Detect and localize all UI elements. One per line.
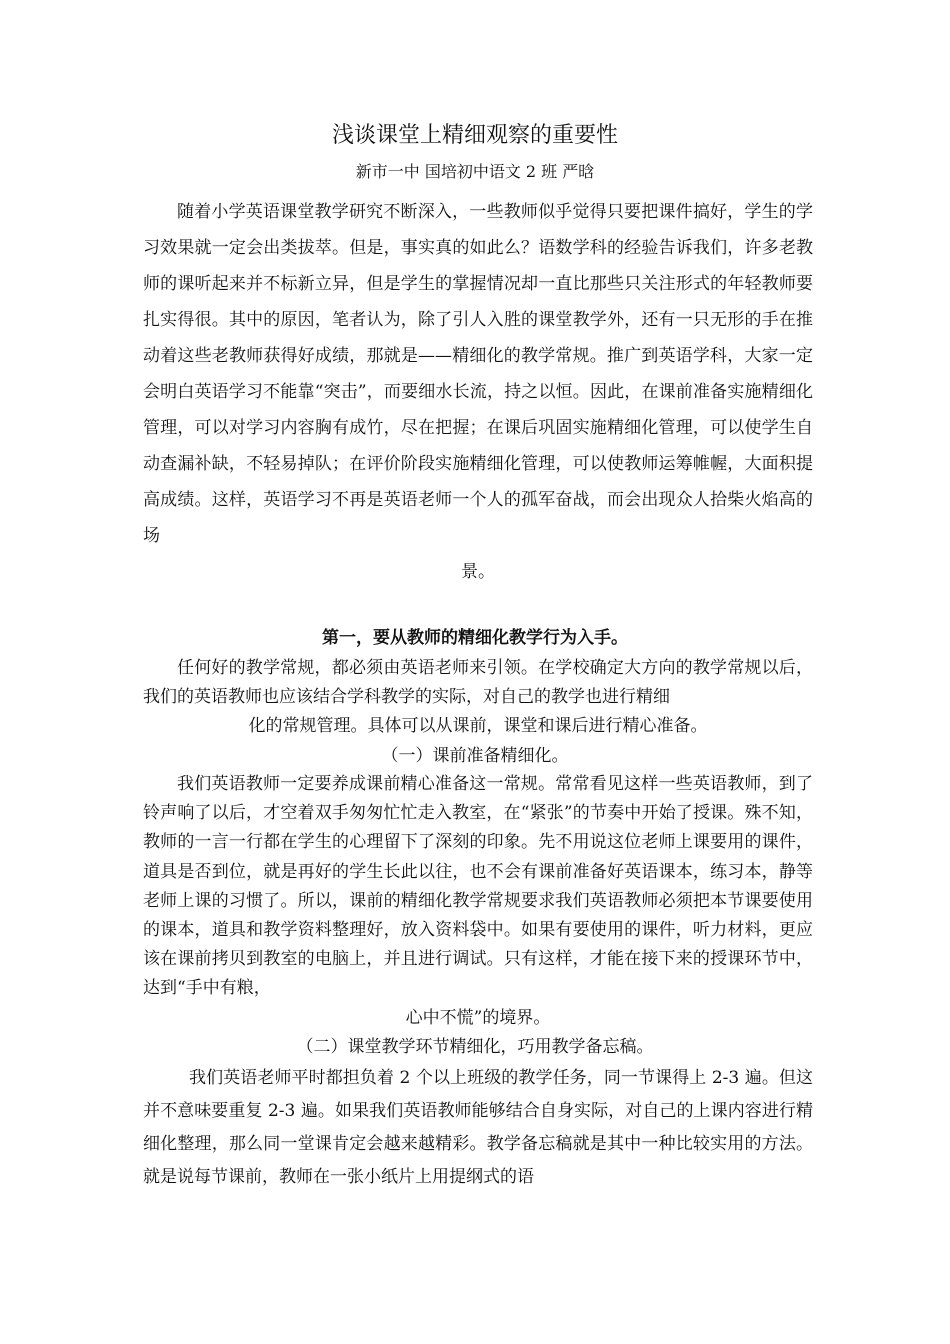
paragraph-section1: [143, 654, 813, 741]
paragraph-intro-end: 景。: [461, 562, 495, 582]
document-title: 浅谈课堂上精细观察的重要性: [331, 123, 618, 148]
subsection-heading-2: （二）课堂教学环节精细化，巧用教学备忘稿。: [296, 1037, 654, 1057]
paragraph-classroom: 我们英语老师平时都担负着 2 个以上班级的教学任务，同一节课得上 2-3 遍。但这并不意味要重复 2-3 遍。如果我们英语教师能够结合自身实际，对自己的上课内容进行精细化整理，那么同一堂课肯定会越来越精彩。教学备忘稿就是其中一种比较实用的方法。就是说每节课前，教师在一张小纸片上用提纲式的语: [143, 1068, 813, 1187]
paragraph-section1-end: 化的常规管理。具体可以从课前，课堂和课后进行精心准备。: [248, 716, 708, 736]
paragraph-preparation: [143, 770, 813, 1033]
section-heading-1: 第一，要从教师的精细化教学行为入手。: [322, 628, 628, 648]
paragraph-preparation-end: 心中不慌”的境界。: [405, 1007, 551, 1028]
paragraph-intro: [143, 194, 813, 590]
paragraph-section1-body: 任何好的教学常规，都必须由英语老师来引领。在学校确定大方向的教学常规以后，我们的英语教师也应该结合学科教学的实际，对自己的教学也进行精细: [143, 658, 813, 707]
paragraph-intro-body: 随着小学英语课堂教学研究不断深入，一些教师似乎觉得只要把课件搞好，学生的学习效果就一定会出类拔萃。但是，事实真的如此么？语数学科的经验告诉我们，许多老教师的课听起来并不标新立异，但是学生的掌握情况却一直比那些只关注形式的年轻教师要扎实得很。其中的原因，笔者认为，除了引人入胜的课堂教学外，还有一只无形的手在推动着这些老教师获得好成绩，那就是——精细化的教学常规。推广到英语学科，大家一定会明白英语学习不能靠“突击”，而要细水长流，持之以恒。因此，在课前准备实施精细化管理，可以对学习内容胸有成竹，尽在把握；在课后巩固实施精细化管理，可以使学生自动查漏补缺，不轻易掉队；在评价阶段实施精细化管理，可以使教师运筹帷幄，大面积提高成绩。这样，英语学习不再是英语老师一个人的孤军奋战，而会出现众人拾柴火焰高的场: [143, 202, 813, 546]
author-line: 新市一中 国培初中语文 2 班 严晗: [355, 162, 595, 181]
subsection-heading-1: （一）课前准备精细化。: [381, 746, 569, 766]
paragraph-preparation-body: 我们英语教师一定要养成课前精心准备这一常规。常常看见这样一些英语教师，到了铃声响了以后，才空着双手匆匆忙忙走入教室，在“紧张”的节奏中开始了授课。殊不知，教师的一言一行都在学生的心理留下了深刻的印象。先不用说这位老师上课要用的课件，道具是否到位，就是再好的学生长此以往，也不会有课前准备好英语课本，练习本，静等老师上课的习惯了。所以，课前的精细化教学常规要求我们英语教师必须把本节课要使用的课本，道具和教学资料整理好，放入资料袋中。如果有要使用的课件，听力材料，更应该在课前拷贝到教室的电脑上，并且进行调试。只有这样，才能在接下来的授课环节中，达到“手中有粮，: [143, 774, 813, 999]
